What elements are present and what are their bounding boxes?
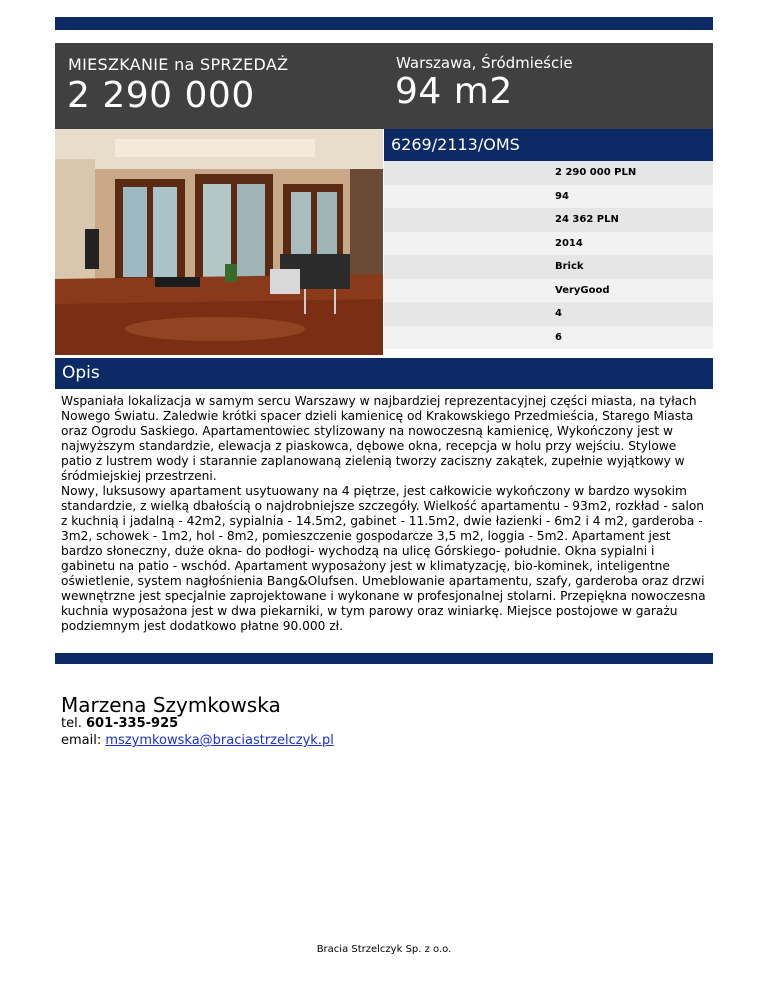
- footer-company: Bracia Strzelczyk Sp. z o.o.: [316, 944, 452, 955]
- agent-name: Marzena Szymkowska: [61, 693, 281, 717]
- param-value: VeryGood: [555, 284, 610, 296]
- listing-header: [55, 43, 713, 129]
- param-row: [384, 161, 713, 185]
- email-label: email:: [61, 733, 102, 748]
- param-value: 24 362 PLN: [555, 214, 619, 225]
- param-value: Brick: [555, 261, 584, 272]
- param-row: [384, 255, 713, 279]
- offer-type: MIESZKANIE na SPRZEDAŻ: [68, 55, 289, 74]
- param-row: [384, 185, 713, 209]
- description-text: Wspaniała lokalizacja w samym sercu Warszawy w najbardziej reprezentacyjnej części miasta, na tyłach Nowego Światu. Zaledwie krótki spacer dzieli kamienicę od Krakowskiego Przedmieścia, Starego Miasta oraz Ogrodu Saskiego. Apartamentowiec stylizowany na nowoczesną kamienicę, Wykończony jest w najwyższym standardzie, elewacja z piaskowca, dębowe okna, recepcja w holu przy wejściu. Stylowe patio z lustrem wody i starannie zaplanowaną zielenią tworzy zaciszny zakątek, zupełnie wyjątkowy w śródmiejskiej przestrzeni. Nowy, luksusowy apartament usytuowany na 4 piętrze, jest całkowicie wykończony w bardzo wysokim standardzie, z wielką dbałością o najdrobniejsze szczegóły. Wielkość apartamentu - 93m2, rozkład - salon z kuchnią i jadalną - 42m2, sypialnia - 14.5m2, gabinet - 11.5m2, dwie łazienki - 6m2 i 4 m2, garderoba - 3m2, schowek - 1m2, hol - 8m2, pomieszczenie gospodarcze 3,5 m2, loggia - 5m2. Apartament jest bardzo słoneczny, duże okna- do podłogi- wychodzą na ulicę Górskiego- południe. Okna sypialni i gabinetu na patio - wschód. Apartament wyposażony jest w klimatyzację, bio-kominek, inteligentne oświetlenie, system nagłośnienia Bang&Olufsen. Umeblowanie apartamentu, szafy, garderoba oraz drzwi wewnętrzne jest specjalnie zaprojektowane i wykonane w profesjonalnej stolarni. Przepiękna nowoczesna kuchnia wyposażona jest w dwa piekarniki, w tym parowy oraz winiarkę. Miejsce postojowe w garażu podziemnym jest dodatkowo płatne 90.000 zł.: [61, 394, 706, 633]
- description-title: Opis: [62, 363, 100, 383]
- param-row: [384, 208, 713, 232]
- bottom-bar: [55, 653, 713, 664]
- param-value: 2014: [555, 237, 583, 249]
- param-value: 2 290 000 PLN: [555, 167, 637, 178]
- top-bar: [55, 17, 713, 30]
- param-row: [384, 279, 713, 303]
- property-photo: [55, 129, 383, 355]
- params-table: [384, 161, 713, 349]
- param-row: [384, 302, 713, 326]
- email-link[interactable]: mszymkowska@braciastrzelczyk.pl: [105, 733, 334, 748]
- agent-email: [61, 733, 334, 748]
- phone-label: tel.: [61, 716, 82, 731]
- reference-bar: [384, 129, 713, 161]
- param-value: 4: [555, 308, 562, 319]
- reference-number: 6269/2113/OMS: [391, 135, 520, 154]
- agent-phone: [61, 716, 178, 731]
- phone-number: 601-335-925: [85, 716, 179, 731]
- price: 2 290 000: [67, 75, 255, 116]
- area: 94 m2: [395, 71, 513, 112]
- param-value: 6: [555, 331, 562, 343]
- param-row: [384, 326, 713, 350]
- param-row: [384, 232, 713, 256]
- description-header: [55, 358, 713, 389]
- location: Warszawa, Śródmieście: [396, 54, 573, 72]
- param-value: 94: [555, 190, 569, 202]
